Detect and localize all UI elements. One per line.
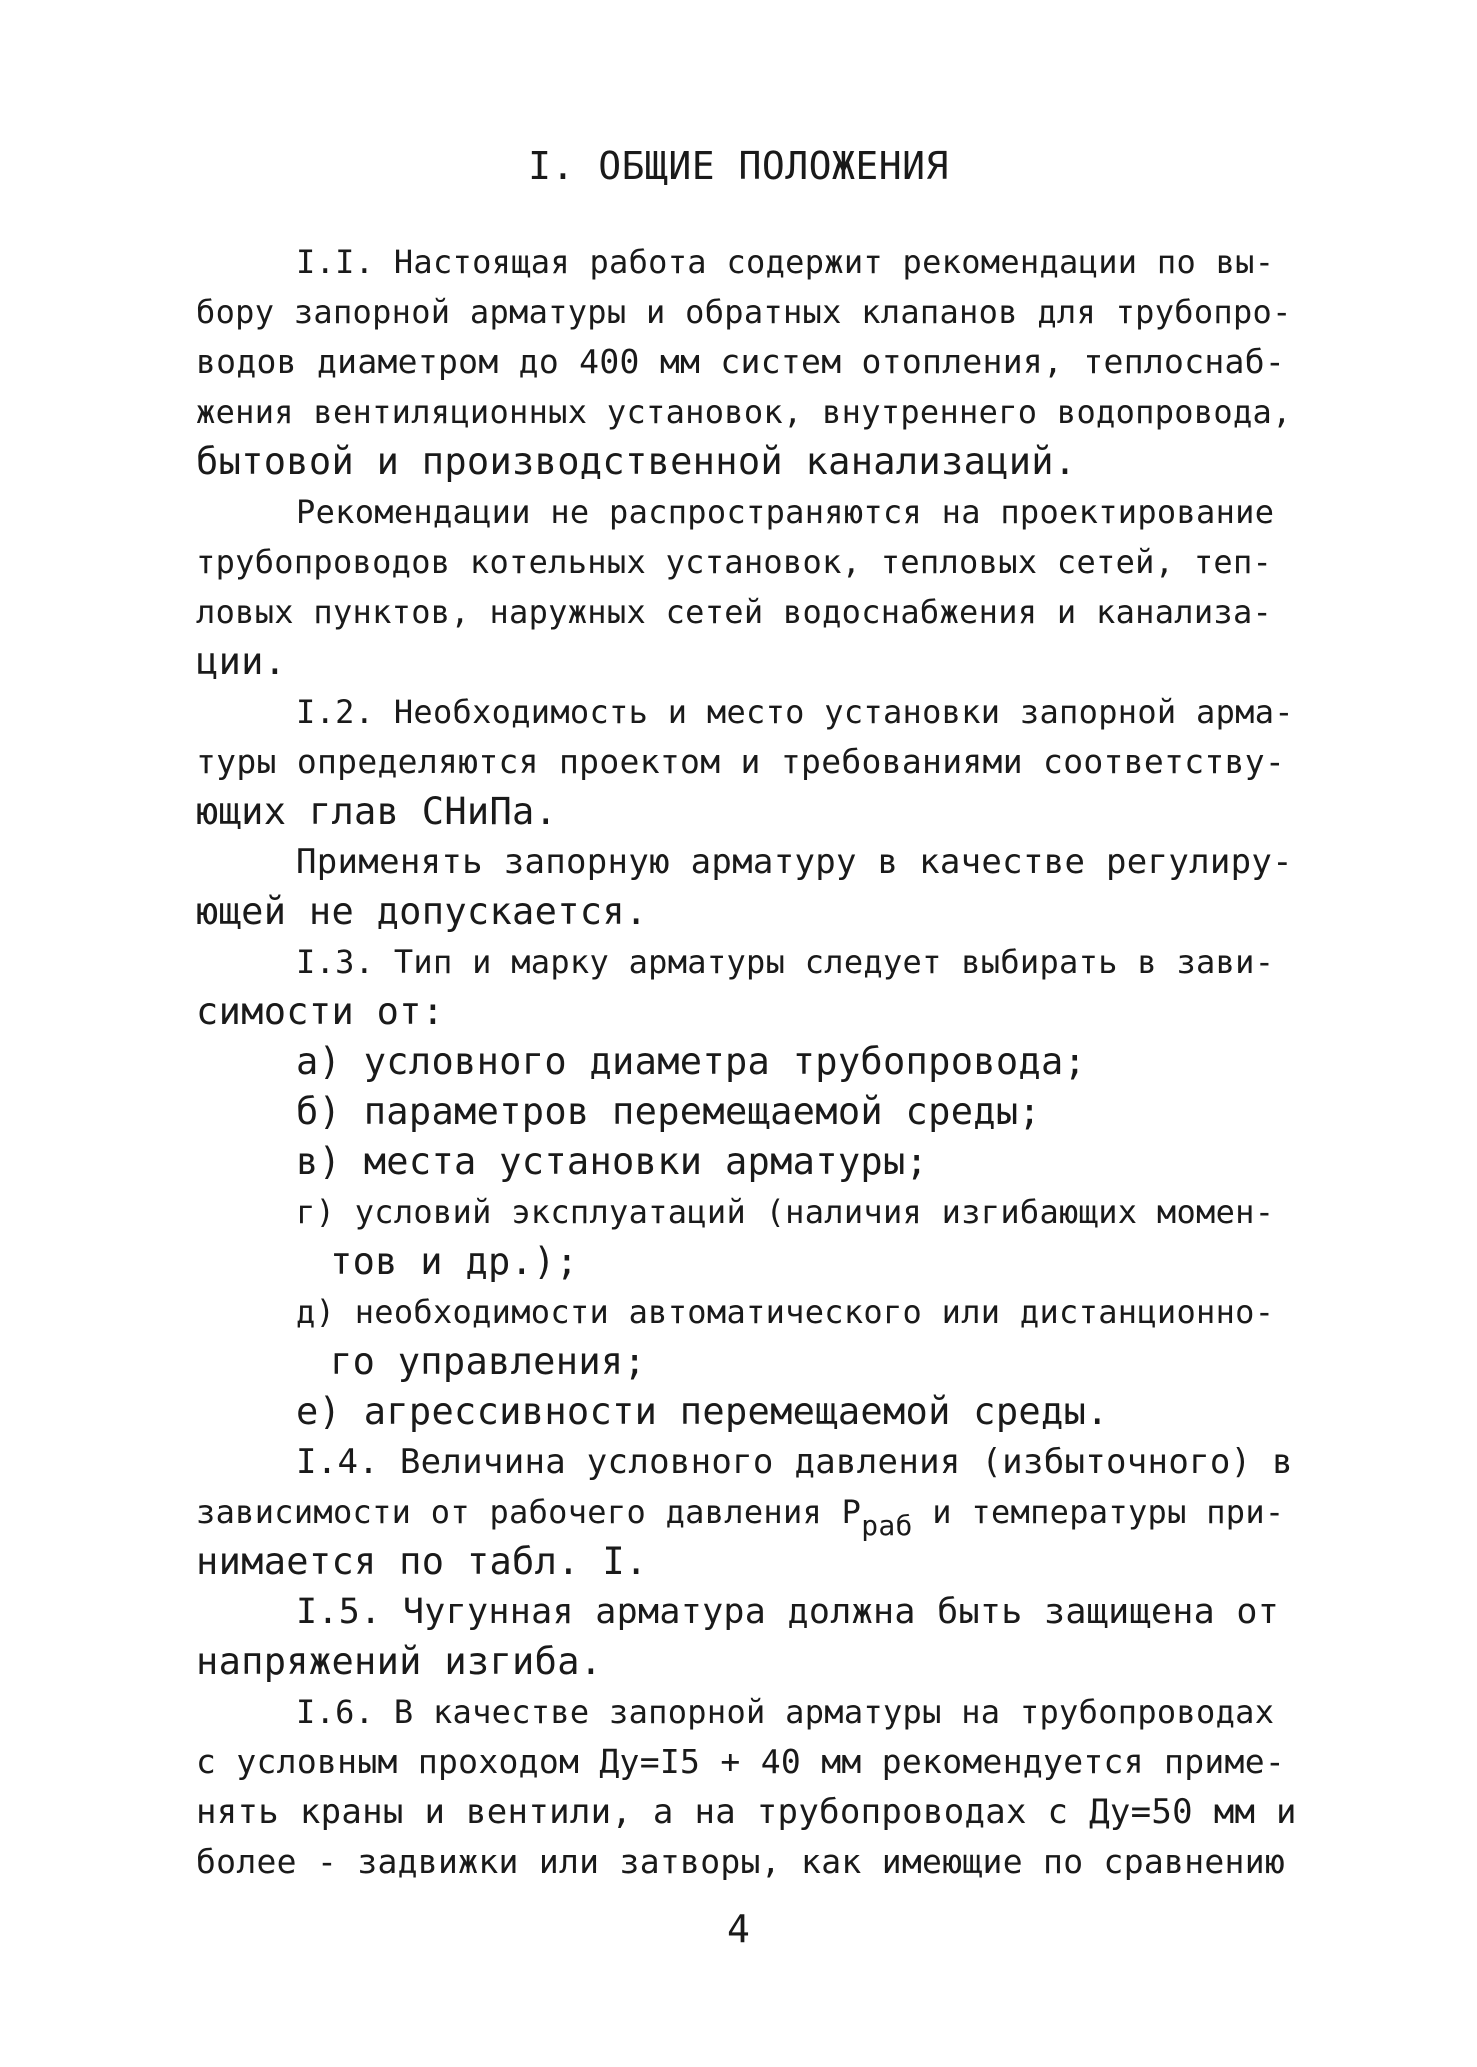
text-line: с условным проходом Ду=I5 + 40 мм рекомендуется приме- — [196, 1742, 1286, 1781]
text-line: нять краны и вентили, а на трубопроводах с Ду=50 мм и — [196, 1792, 1297, 1832]
list-item: в) места установки арматуры; — [296, 1140, 929, 1183]
list-item: д) необходимости автоматического или дистанционно- — [296, 1293, 1275, 1331]
text-line: бору запорной арматуры и обратных клапанов для трубопро- — [196, 293, 1292, 331]
list-item-continued: тов и др.); — [330, 1240, 579, 1283]
text-line: жения вентиляционных установок, внутреннего водопровода, — [196, 393, 1292, 431]
list-item: б) параметров перемещаемой среды; — [296, 1090, 1042, 1133]
text-line: напряжений изгиба. — [196, 1640, 603, 1683]
section-title: I. ОБЩИЕ ПОЛОЖЕНИЯ — [528, 144, 949, 188]
text-line: бытовой и производственной канализаций. — [196, 440, 1077, 483]
text-line: туры определяются проектом и требованиями соответству- — [196, 742, 1286, 781]
subscript: раб — [861, 1509, 913, 1542]
text-line: ющих глав СНиПа. — [196, 790, 558, 833]
text-line: симости от: — [196, 990, 445, 1033]
text-line: I.5. Чугунная арматура должна быть защищена от — [296, 1592, 1280, 1632]
list-item: е) агрессивности перемещаемой среды. — [296, 1390, 1109, 1433]
list-item: а) условного диаметра трубопровода; — [296, 1040, 1087, 1083]
list-item: г) условий эксплуатаций (наличия изгибающих момен- — [296, 1193, 1275, 1231]
text-line: I.6. В качестве запорной арматуры на трубопроводах — [296, 1693, 1275, 1731]
text-line: I.I. Настоящая работа содержит рекомендации по вы- — [296, 243, 1275, 281]
text-line: более - задвижки или затворы, как имеющие по сравнению — [196, 1842, 1286, 1881]
text-line: ловых пунктов, наружных сетей водоснабжения и канализа- — [196, 593, 1273, 631]
text-line: ции. — [196, 640, 287, 683]
text-line: нимается по табл. I. — [196, 1540, 648, 1583]
text-line-with-subscript — [196, 1488, 1285, 1542]
text-line: ющей не допускается. — [196, 890, 648, 933]
text-line: Применять запорную арматуру в качестве регулиру- — [296, 842, 1293, 882]
page-number: 4 — [727, 1907, 750, 1951]
text-line: I.2. Необходимость и место установки запорной арма- — [296, 693, 1294, 731]
text-fragment: и температуры при- — [912, 1493, 1285, 1531]
list-item-continued: го управления; — [330, 1340, 647, 1383]
text-line: Рекомендации не распространяются на проектирование — [296, 493, 1275, 531]
text-line: водов диаметром до 400 мм систем отопления, теплоснаб- — [196, 342, 1286, 381]
text-fragment: зависимости от рабочего давления Р — [196, 1493, 862, 1531]
text-line: I.4. Величина условного давления (избыточного) в — [296, 1442, 1293, 1482]
text-line: I.3. Тип и марку арматуры следует выбирать в зави- — [296, 943, 1275, 981]
text-line: трубопроводов котельных установок, тепловых сетей, теп- — [196, 543, 1273, 581]
